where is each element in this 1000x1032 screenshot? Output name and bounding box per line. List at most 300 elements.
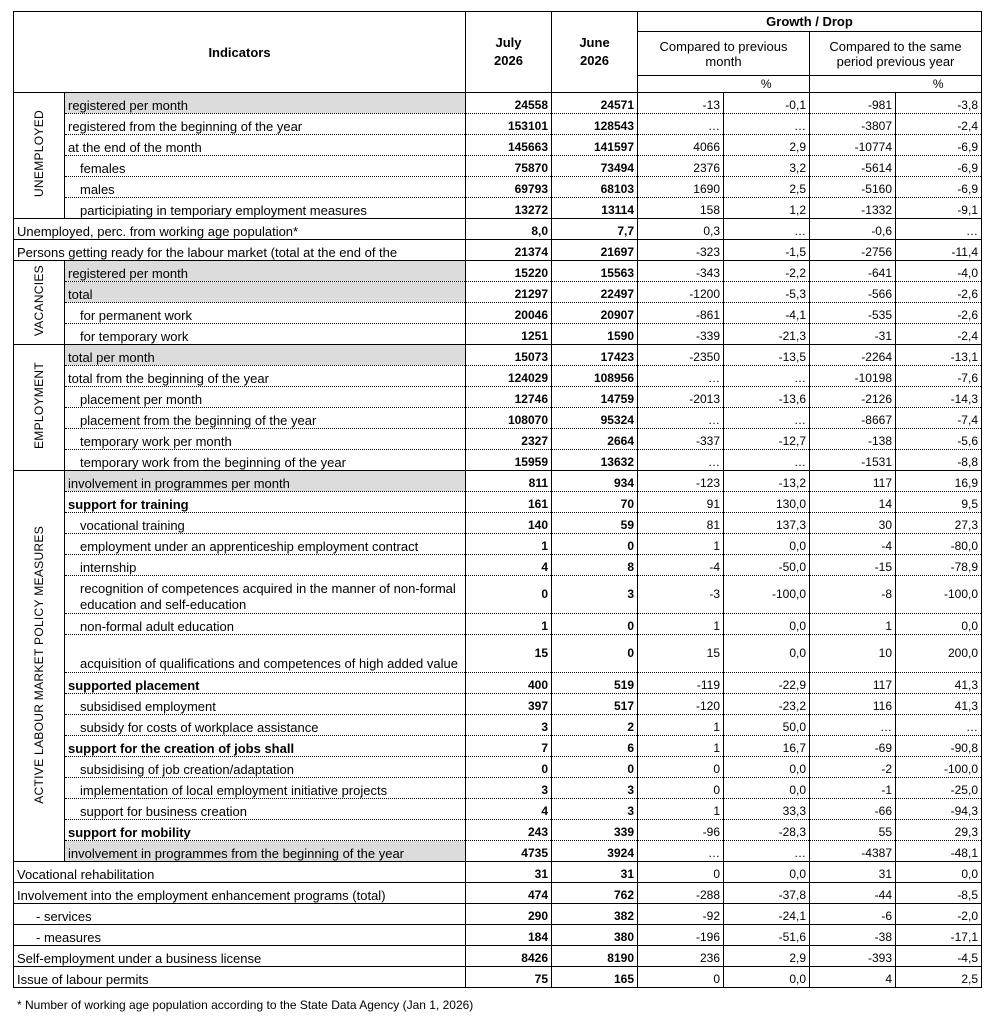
month-change-pct: -100,0	[724, 576, 810, 614]
year-change: -393	[810, 946, 896, 967]
june-value: 70	[552, 492, 638, 513]
june-value: 13114	[552, 198, 638, 219]
year-change-pct: 0,0	[896, 614, 982, 635]
year-change: -10774	[810, 135, 896, 156]
section-label	[14, 345, 65, 471]
july-value: 243	[466, 820, 552, 841]
june-value: 3	[552, 799, 638, 820]
row-label: support for mobility	[65, 820, 466, 841]
month-change-pct: -13,2	[724, 471, 810, 492]
july-value: 4	[466, 799, 552, 820]
year-change: -535	[810, 303, 896, 324]
section-title: EMPLOYMENT	[31, 362, 46, 450]
year-change-pct: 27,3	[896, 513, 982, 534]
month-change: -323	[638, 240, 724, 261]
month-change: 1	[638, 534, 724, 555]
june-value: 141597	[552, 135, 638, 156]
table-row	[14, 282, 982, 303]
month-change: …	[638, 114, 724, 135]
july-value: 15	[466, 635, 552, 673]
june-value: 0	[552, 534, 638, 555]
june-value: 517	[552, 694, 638, 715]
table-row	[14, 408, 982, 429]
year-change: -31	[810, 324, 896, 345]
month-change-pct: -2,2	[724, 261, 810, 282]
month-change-pct: 0,0	[724, 534, 810, 555]
july-value: 15220	[466, 261, 552, 282]
year-change: 10	[810, 635, 896, 673]
month-change: 158	[638, 198, 724, 219]
month-change: -339	[638, 324, 724, 345]
june-value: 2664	[552, 429, 638, 450]
june-value: 24571	[552, 93, 638, 114]
july-value: 108070	[466, 408, 552, 429]
year-change: 31	[810, 862, 896, 883]
july-value: 153101	[466, 114, 552, 135]
section-label	[14, 261, 65, 345]
year-change: -66	[810, 799, 896, 820]
row-label: supported placement	[65, 673, 466, 694]
year-change: 116	[810, 694, 896, 715]
abs-year-subheader	[810, 76, 896, 93]
month-change-pct: …	[724, 219, 810, 240]
month-change-pct: -24,1	[724, 904, 810, 925]
june-value: 22497	[552, 282, 638, 303]
month-change-pct: -51,6	[724, 925, 810, 946]
july-value: 75870	[466, 156, 552, 177]
year-change-pct: -80,0	[896, 534, 982, 555]
july-value: 20046	[466, 303, 552, 324]
july-value: 24558	[466, 93, 552, 114]
table-row	[14, 736, 982, 757]
year-change: 1	[810, 614, 896, 635]
year-change: 117	[810, 471, 896, 492]
june-value: 1590	[552, 324, 638, 345]
table-row	[14, 576, 982, 614]
row-label: at the end of the month	[65, 135, 466, 156]
year-change: -69	[810, 736, 896, 757]
row-label: placement from the beginning of the year	[65, 408, 466, 429]
year-change-pct: …	[896, 715, 982, 736]
july-value: 12746	[466, 387, 552, 408]
june-value: 380	[552, 925, 638, 946]
table-row	[14, 156, 982, 177]
june-value: 31	[552, 862, 638, 883]
month-change-pct: -5,3	[724, 282, 810, 303]
row-label: involvement in programmes from the beginning of the year	[65, 841, 466, 862]
june-value: 13632	[552, 450, 638, 471]
month-change-pct: -22,9	[724, 673, 810, 694]
july-value: 8426	[466, 946, 552, 967]
june-value: 7,7	[552, 219, 638, 240]
prev-month-header: Compared to previous month	[638, 32, 810, 76]
month-change: -343	[638, 261, 724, 282]
month-change-pct: -12,7	[724, 429, 810, 450]
year-change-pct: -78,9	[896, 555, 982, 576]
same-period-header: Compared to the same period previous year	[810, 32, 982, 76]
july-value: 184	[466, 925, 552, 946]
section-title: ACTIVE LABOUR MARKET POLICY MEASURES	[31, 525, 46, 804]
year-change-pct: -4,0	[896, 261, 982, 282]
row-label: subsidised employment	[65, 694, 466, 715]
row-label: participiating in temporiary employment measures	[65, 198, 466, 219]
july-value: 3	[466, 778, 552, 799]
month-change: 0	[638, 862, 724, 883]
june-value: 14759	[552, 387, 638, 408]
month-change-pct: 2,9	[724, 135, 810, 156]
month-change: -13	[638, 93, 724, 114]
statistics-table-container	[13, 11, 982, 988]
july-value: 21374	[466, 240, 552, 261]
june-value: 3	[552, 778, 638, 799]
row-label: Unemployed, perc. from working age population*	[14, 219, 466, 240]
month-change: 0	[638, 778, 724, 799]
table-row	[14, 240, 982, 261]
pct-year-subheader: %	[896, 76, 982, 93]
year-change-pct: -7,4	[896, 408, 982, 429]
year-change-pct: 200,0	[896, 635, 982, 673]
year-change-pct: -2,6	[896, 303, 982, 324]
june-value: 68103	[552, 177, 638, 198]
july-value: 1	[466, 614, 552, 635]
table-row	[14, 450, 982, 471]
month-change-pct: 137,3	[724, 513, 810, 534]
row-label: - measures	[14, 925, 466, 946]
row-label: Vocational rehabilitation	[14, 862, 466, 883]
july-value: 161	[466, 492, 552, 513]
year-change-pct: -2,4	[896, 324, 982, 345]
month-change: …	[638, 408, 724, 429]
table-row	[14, 492, 982, 513]
june-value: 6	[552, 736, 638, 757]
july-value: 145663	[466, 135, 552, 156]
june-value: 339	[552, 820, 638, 841]
growth-drop-header: Growth / Drop	[638, 12, 982, 32]
row-label: support for the creation of jobs shall	[65, 736, 466, 757]
year-change-pct: -100,0	[896, 757, 982, 778]
month-change-pct: -1,5	[724, 240, 810, 261]
june-value: 2	[552, 715, 638, 736]
july-value: 1	[466, 534, 552, 555]
july-value: 2327	[466, 429, 552, 450]
month-change: 1	[638, 799, 724, 820]
july-value: 0	[466, 757, 552, 778]
year-change: -8	[810, 576, 896, 614]
month-change: 1	[638, 715, 724, 736]
month-change: -2350	[638, 345, 724, 366]
year-change-pct: 41,3	[896, 673, 982, 694]
year-change-pct: -7,6	[896, 366, 982, 387]
year-change: -4387	[810, 841, 896, 862]
month-change: 236	[638, 946, 724, 967]
june-value: 519	[552, 673, 638, 694]
table-row	[14, 261, 982, 282]
table-row	[14, 429, 982, 450]
row-label: support for business creation	[65, 799, 466, 820]
year-change-pct: -8,8	[896, 450, 982, 471]
year-change-pct: -11,4	[896, 240, 982, 261]
row-label: subsidy for costs of workplace assistance	[65, 715, 466, 736]
year-change: -981	[810, 93, 896, 114]
month-change-pct: 3,2	[724, 156, 810, 177]
year-change-pct: -6,9	[896, 135, 982, 156]
row-label: Involvement into the employment enhancement programs (total)	[14, 883, 466, 904]
year-change: -2126	[810, 387, 896, 408]
month-change-pct: -13,6	[724, 387, 810, 408]
year-change-pct: -2,6	[896, 282, 982, 303]
table-row	[14, 799, 982, 820]
year-change-pct: -3,8	[896, 93, 982, 114]
month-change: -4	[638, 555, 724, 576]
year-change-pct: 29,3	[896, 820, 982, 841]
month-change: -1200	[638, 282, 724, 303]
month-change-pct: -4,1	[724, 303, 810, 324]
june-value: 95324	[552, 408, 638, 429]
june-value: 762	[552, 883, 638, 904]
year-change: -566	[810, 282, 896, 303]
year-change: -5160	[810, 177, 896, 198]
table-row	[14, 694, 982, 715]
month-change: -2013	[638, 387, 724, 408]
year-change-pct: -6,9	[896, 156, 982, 177]
july-value: 31	[466, 862, 552, 883]
table-row	[14, 219, 982, 240]
july-value: 7	[466, 736, 552, 757]
year-change: -641	[810, 261, 896, 282]
july-value: 3	[466, 715, 552, 736]
year-change: -1	[810, 778, 896, 799]
june-value: 3924	[552, 841, 638, 862]
july-header: July 2026	[466, 12, 552, 93]
row-label: subsidising of job creation/adaptation	[65, 757, 466, 778]
row-label: registered per month	[65, 93, 466, 114]
july-value: 811	[466, 471, 552, 492]
july-value: 13272	[466, 198, 552, 219]
june-value: 59	[552, 513, 638, 534]
year-change-pct: -2,0	[896, 904, 982, 925]
abs-month-subheader	[638, 76, 724, 93]
month-change-pct: 2,9	[724, 946, 810, 967]
row-label: involvement in programmes per month	[65, 471, 466, 492]
month-change-pct: 2,5	[724, 177, 810, 198]
month-change: -337	[638, 429, 724, 450]
month-change: 1690	[638, 177, 724, 198]
table-row	[14, 555, 982, 576]
month-change: 2376	[638, 156, 724, 177]
row-label: placement per month	[65, 387, 466, 408]
month-change-pct: 130,0	[724, 492, 810, 513]
year-change-pct: -4,5	[896, 946, 982, 967]
row-label: Self-employment under a business license	[14, 946, 466, 967]
table-row	[14, 673, 982, 694]
month-change: 91	[638, 492, 724, 513]
year-change-pct: -25,0	[896, 778, 982, 799]
july-value: 140	[466, 513, 552, 534]
month-change-pct: -13,5	[724, 345, 810, 366]
table-row	[14, 177, 982, 198]
month-change: 1	[638, 614, 724, 635]
row-label: total from the beginning of the year	[65, 366, 466, 387]
year-change-pct: -90,8	[896, 736, 982, 757]
month-change: …	[638, 366, 724, 387]
table-row	[14, 635, 982, 673]
year-change: -2	[810, 757, 896, 778]
year-change-pct: 9,5	[896, 492, 982, 513]
july-value: 4	[466, 555, 552, 576]
june-value: 382	[552, 904, 638, 925]
row-label: support for training	[65, 492, 466, 513]
year-change-pct: -9,1	[896, 198, 982, 219]
month-change-pct: 0,0	[724, 757, 810, 778]
june-value: 21697	[552, 240, 638, 261]
year-change-pct: …	[896, 219, 982, 240]
year-change-pct: -17,1	[896, 925, 982, 946]
year-change: -10198	[810, 366, 896, 387]
june-value: 0	[552, 635, 638, 673]
row-label: vocational training	[65, 513, 466, 534]
year-change-pct: -6,9	[896, 177, 982, 198]
july-value: 69793	[466, 177, 552, 198]
july-value: 21297	[466, 282, 552, 303]
month-change: 0	[638, 757, 724, 778]
june-value: 17423	[552, 345, 638, 366]
year-change: -1531	[810, 450, 896, 471]
month-change-pct: 0,0	[724, 635, 810, 673]
month-change-pct: 0,0	[724, 967, 810, 988]
row-label: internship	[65, 555, 466, 576]
row-label: males	[65, 177, 466, 198]
row-label: registered from the beginning of the year	[65, 114, 466, 135]
month-change-pct: …	[724, 114, 810, 135]
month-change: -119	[638, 673, 724, 694]
table-row	[14, 946, 982, 967]
month-change-pct: 0,0	[724, 778, 810, 799]
row-label: temporary work per month	[65, 429, 466, 450]
month-change: …	[638, 841, 724, 862]
june-value: 0	[552, 614, 638, 635]
month-change-pct: -0,1	[724, 93, 810, 114]
month-change: -861	[638, 303, 724, 324]
year-change: -4	[810, 534, 896, 555]
july-value: 8,0	[466, 219, 552, 240]
table-row	[14, 614, 982, 635]
july-value: 397	[466, 694, 552, 715]
month-change: 4066	[638, 135, 724, 156]
month-change-pct: …	[724, 450, 810, 471]
row-label: females	[65, 156, 466, 177]
july-value: 0	[466, 576, 552, 614]
year-change: -6	[810, 904, 896, 925]
year-change: 55	[810, 820, 896, 841]
pct-month-subheader: %	[724, 76, 810, 93]
row-label: implementation of local employment initiative projects	[65, 778, 466, 799]
june-value: 8	[552, 555, 638, 576]
month-change: -96	[638, 820, 724, 841]
year-change: -3807	[810, 114, 896, 135]
month-change-pct: …	[724, 366, 810, 387]
year-change-pct: -14,3	[896, 387, 982, 408]
year-change: -15	[810, 555, 896, 576]
june-value: 8190	[552, 946, 638, 967]
year-change-pct: 0,0	[896, 862, 982, 883]
section-label	[14, 471, 65, 862]
month-change-pct: 0,0	[724, 614, 810, 635]
year-change: 30	[810, 513, 896, 534]
month-change: 81	[638, 513, 724, 534]
labour-market-table	[13, 11, 982, 988]
july-value: 474	[466, 883, 552, 904]
month-change-pct: 16,7	[724, 736, 810, 757]
row-label: - services	[14, 904, 466, 925]
year-change: -138	[810, 429, 896, 450]
table-row	[14, 93, 982, 114]
table-row	[14, 904, 982, 925]
july-value: 400	[466, 673, 552, 694]
month-change: …	[638, 450, 724, 471]
june-value: 73494	[552, 156, 638, 177]
month-change-pct: 0,0	[724, 862, 810, 883]
july-value: 75	[466, 967, 552, 988]
year-change: -44	[810, 883, 896, 904]
row-label: for permanent work	[65, 303, 466, 324]
july-value: 1251	[466, 324, 552, 345]
month-change-pct: …	[724, 408, 810, 429]
row-label: Persons getting ready for the labour market (total at the end of the	[14, 240, 466, 261]
table-row	[14, 778, 982, 799]
section-title: UNEMPLOYED	[31, 110, 46, 198]
table-row	[14, 303, 982, 324]
row-label: employment under an apprenticeship employment contract	[65, 534, 466, 555]
month-change: 1	[638, 736, 724, 757]
july-value: 4735	[466, 841, 552, 862]
month-change: 0	[638, 967, 724, 988]
june-value: 108956	[552, 366, 638, 387]
july-value: 290	[466, 904, 552, 925]
table-row	[14, 387, 982, 408]
july-value: 124029	[466, 366, 552, 387]
year-change: -5614	[810, 156, 896, 177]
table-row	[14, 513, 982, 534]
row-label: total	[65, 282, 466, 303]
year-change-pct: -100,0	[896, 576, 982, 614]
year-change: -1332	[810, 198, 896, 219]
month-change-pct: 33,3	[724, 799, 810, 820]
row-label: non-formal adult education	[65, 614, 466, 635]
june-value: 15563	[552, 261, 638, 282]
table-row	[14, 135, 982, 156]
month-change-pct: -50,0	[724, 555, 810, 576]
table-row	[14, 366, 982, 387]
year-change: -38	[810, 925, 896, 946]
month-change: -196	[638, 925, 724, 946]
section-label	[14, 93, 65, 219]
year-change: -2264	[810, 345, 896, 366]
month-change-pct: -37,8	[724, 883, 810, 904]
month-change: -92	[638, 904, 724, 925]
july-value: 15073	[466, 345, 552, 366]
june-header: June 2026	[552, 12, 638, 93]
month-change: -288	[638, 883, 724, 904]
month-change: -120	[638, 694, 724, 715]
month-change-pct: -21,3	[724, 324, 810, 345]
table-row	[14, 198, 982, 219]
month-change-pct: -23,2	[724, 694, 810, 715]
row-label: temporary work from the beginning of the year	[65, 450, 466, 471]
month-change-pct: -28,3	[724, 820, 810, 841]
june-value: 3	[552, 576, 638, 614]
year-change: -8667	[810, 408, 896, 429]
june-value: 128543	[552, 114, 638, 135]
